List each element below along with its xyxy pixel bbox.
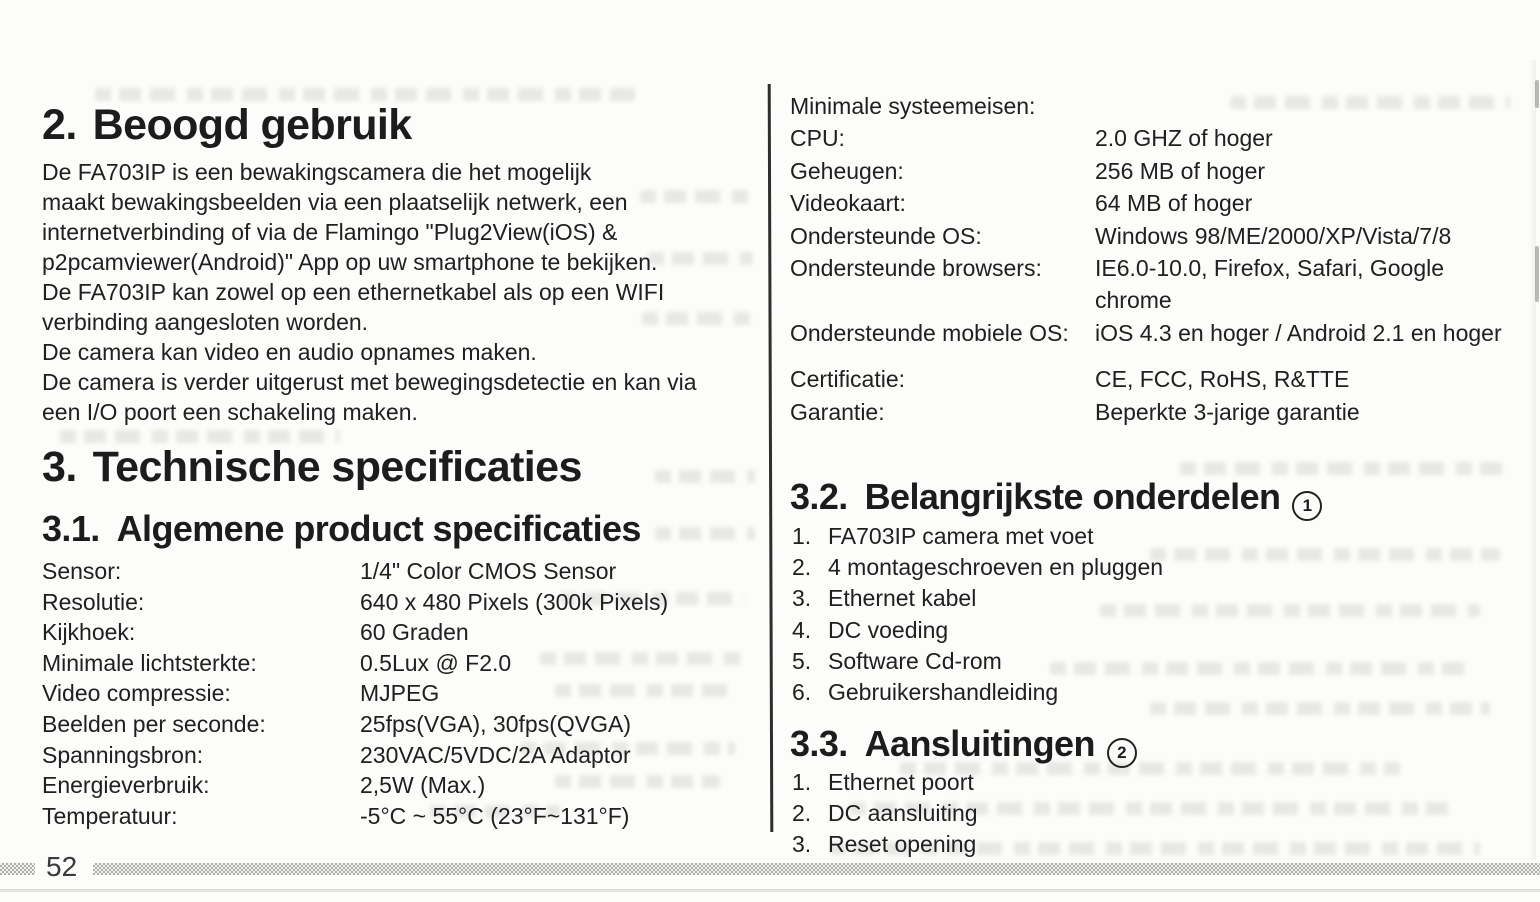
intro-line: p2pcamviewer(Android)" App op uw smartphone te bekijken. (42, 249, 658, 275)
list-item (792, 521, 1163, 552)
spec-value: 230VAC/5VDC/2A Adaptor (360, 741, 631, 768)
spec-value: 60 Graden (360, 619, 469, 646)
certification-value: CE, FCC, RoHS, R&TTE (1095, 366, 1350, 393)
sysreq-value: 256 MB of hoger (1095, 157, 1266, 184)
spec-label: Video compressie: (42, 680, 231, 707)
list-item (792, 829, 978, 860)
subsection-number: 3.2. (790, 476, 848, 517)
spec-row (42, 740, 668, 771)
spec-label: Energieverbruik: (42, 772, 210, 799)
certification-label: Garantie: (790, 398, 885, 425)
list-item-number: 2. (792, 800, 812, 827)
intro-line: De FA703IP kan zowel op een ethernetkabel als op een WIFI (42, 279, 665, 305)
subsection-heading-aansluitingen (790, 724, 1137, 766)
spec-label: Kijkhoek: (42, 619, 136, 646)
scan-edge-speck (1535, 246, 1539, 302)
list-item (792, 583, 1163, 614)
subsection-title: Aansluitingen (864, 723, 1095, 764)
sysreq-heading-row (790, 90, 1535, 122)
spec-label: Sensor: (42, 558, 122, 584)
spec-value: 0.5Lux @ F2.0 (360, 649, 512, 676)
list-item-number: 1. (792, 769, 812, 795)
list-item-number: 6. (792, 679, 812, 706)
system-requirements-table (790, 90, 1535, 428)
list-item (792, 615, 1163, 646)
bleed-through-ghost (1180, 462, 1510, 475)
subsection-heading-belangrijkste-onderdelen (790, 477, 1322, 519)
spec-row (42, 801, 668, 832)
figure-reference-circle-2: 2 (1107, 738, 1137, 768)
certification-value: Beperkte 3-jarige garantie (1095, 398, 1360, 425)
list-item-number: 5. (792, 647, 812, 674)
subsection-title: Belangrijkste onderdelen (864, 476, 1281, 517)
sysreq-label: Ondersteunde browsers: (790, 255, 1042, 282)
section-heading-beoogd-gebruik (42, 102, 412, 148)
list-item-text: DC voeding (828, 616, 949, 643)
list-item (792, 767, 978, 798)
spec-row (42, 709, 668, 740)
list-item (792, 646, 1163, 677)
list-item-text: Gebruikershandleiding (828, 679, 1059, 706)
intro-line: De FA703IP is een bewakingscamera die het mogelijk (42, 159, 592, 185)
subsection-number: 3.1. (42, 508, 100, 549)
list-item-number: 1. (792, 523, 812, 549)
footer-rule-line (0, 889, 1540, 892)
list-item (792, 552, 1163, 583)
list-item (792, 798, 978, 829)
spec-value: MJPEG (360, 680, 440, 707)
footer-halftone-band (93, 863, 1540, 875)
sysreq-label: Videokaart: (790, 190, 906, 217)
intro-line: verbinding aangesloten worden. (42, 309, 369, 335)
list-item-number: 3. (792, 585, 812, 612)
section-number: 2. (42, 101, 77, 149)
sysreq-value: Windows 98/ME/2000/XP/Vista/7/8 (1095, 222, 1452, 249)
list-item-text: FA703IP camera met voet (828, 523, 1094, 549)
onderdelen-list (792, 521, 1163, 708)
aansluitingen-list (792, 767, 978, 861)
bleed-through-ghost (655, 527, 755, 540)
intro-line: een I/O poort een schakeling maken. (42, 399, 418, 425)
sysreq-label: Ondersteunde OS: (790, 222, 982, 249)
list-item-text: Reset opening (828, 831, 977, 858)
certification-row (790, 396, 1535, 428)
spec-label: Resolutie: (42, 588, 145, 615)
sysreq-row (790, 220, 1535, 252)
spec-row (42, 587, 668, 618)
list-item-text: Software Cd-rom (828, 647, 1002, 674)
sysreq-label: Ondersteunde mobiele OS: (790, 319, 1069, 346)
section-number: 3. (42, 443, 77, 491)
sysreq-row (790, 187, 1535, 219)
spec-row (42, 770, 668, 801)
spec-value: 25fps(VGA), 30fps(QVGA) (360, 710, 631, 737)
sysreq-heading: Minimale systeemeisen: (790, 93, 1036, 119)
spec-row (42, 617, 668, 648)
bleed-through-ghost (95, 88, 635, 101)
figure-reference-circle-1: 1 (1292, 491, 1322, 521)
list-item-number: 2. (792, 554, 812, 581)
scan-edge-speck (1535, 80, 1539, 108)
spec-value: 1/4" Color CMOS Sensor (360, 558, 617, 584)
list-item-text: 4 montageschroeven en pluggen (828, 554, 1164, 581)
sysreq-value: IE6.0-10.0, Firefox, Safari, Google chrome (1095, 255, 1445, 314)
section-heading-technische-specificaties (42, 444, 582, 490)
sysreq-row (790, 317, 1535, 349)
subsection-number: 3.3. (790, 723, 848, 764)
spec-row (42, 556, 668, 587)
intro-paragraph (42, 157, 697, 427)
intro-line: maakt bewakingsbeelden via een plaatselijk netwerk, een (42, 189, 628, 215)
spec-label: Spanningsbron: (42, 741, 204, 768)
spec-label: Temperatuur: (42, 802, 178, 829)
subsection-title: Algemene product specificaties (116, 508, 641, 549)
spec-value: 640 x 480 Pixels (300k Pixels) (360, 588, 669, 615)
list-item-text: Ethernet poort (828, 769, 974, 795)
spec-label: Minimale lichtsterkte: (42, 649, 257, 676)
bleed-through-ghost (60, 430, 340, 443)
section-title: Technische specificaties (92, 443, 582, 491)
footer-halftone-band-left (0, 863, 35, 875)
sysreq-row (790, 252, 1535, 317)
bleed-through-ghost (1150, 548, 1500, 561)
list-item-number: 3. (792, 831, 812, 858)
certification-label: Certificatie: (790, 366, 906, 393)
sysreq-value: 2.0 GHZ of hoger (1095, 125, 1273, 152)
list-item (792, 677, 1163, 708)
sysreq-label: CPU: (790, 125, 845, 152)
spec-row (42, 678, 668, 709)
subsection-heading-algemene-product-specificaties (42, 509, 641, 549)
sysreq-row (790, 155, 1535, 187)
list-item-text: Ethernet kabel (828, 585, 977, 612)
intro-line: internetverbinding of via de Flamingo "Plug2View(iOS) & (42, 219, 618, 245)
spec-value: -5°C ~ 55°C (23°F~131°F) (360, 802, 630, 829)
sysreq-row (790, 122, 1535, 154)
spec-value: 2,5W (Max.) (360, 772, 486, 799)
certification-row (790, 363, 1535, 395)
sysreq-label: Geheugen: (790, 157, 904, 184)
sysreq-value: 64 MB of hoger (1095, 190, 1253, 217)
bleed-through-ghost (1150, 702, 1490, 715)
spec-row (42, 648, 668, 679)
list-item-text: DC aansluiting (828, 800, 978, 827)
spec-label: Beelden per seconde: (42, 710, 266, 737)
sysreq-value: iOS 4.3 en hoger / Android 2.1 en hoger (1095, 319, 1502, 346)
intro-line: De camera kan video en audio opnames maken. (42, 339, 537, 365)
product-spec-table (42, 556, 668, 831)
page-number: 52 (46, 851, 78, 882)
column-divider (768, 84, 774, 832)
bleed-through-ghost (655, 470, 755, 483)
list-item-number: 4. (792, 616, 812, 643)
section-title: Beoogd gebruik (92, 101, 412, 149)
intro-line: De camera is verder uitgerust met bewegingsdetectie en kan via (42, 369, 697, 395)
